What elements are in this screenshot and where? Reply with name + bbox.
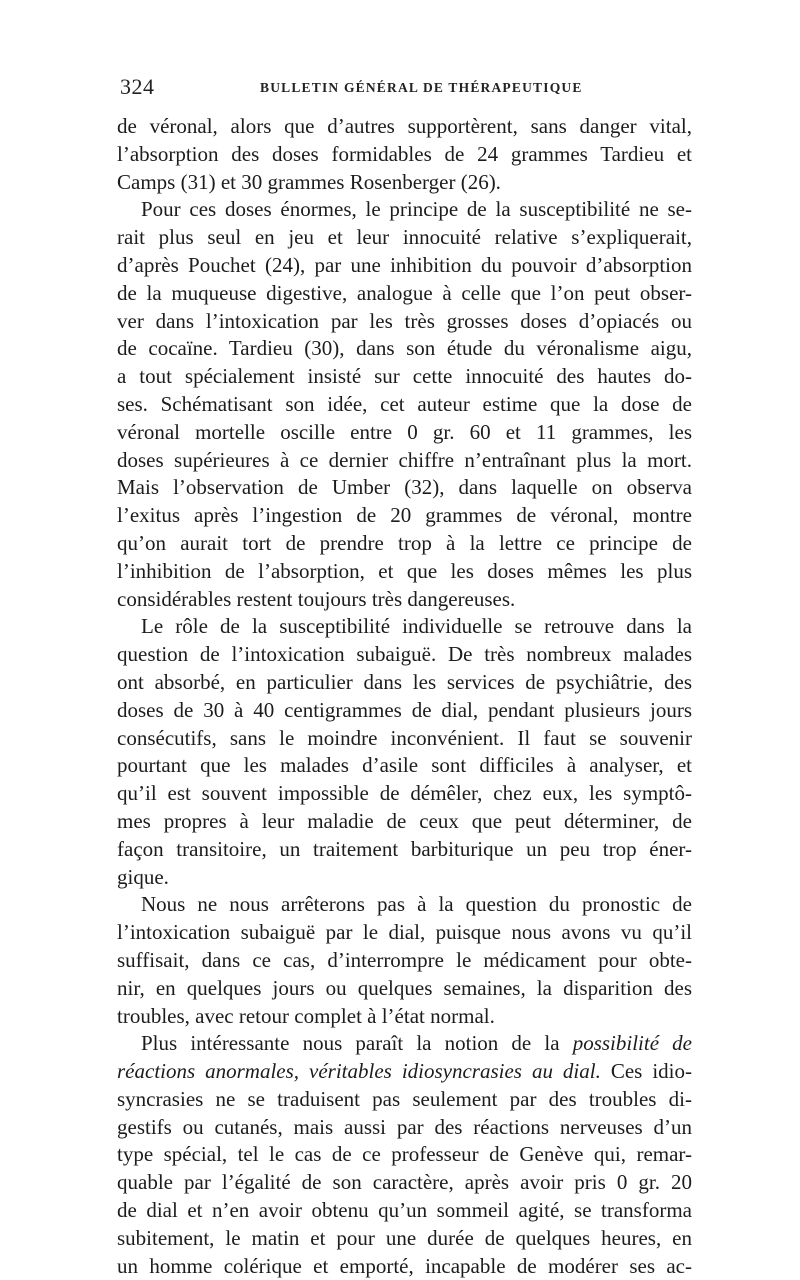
text-line: nir, en quelques jours ou quelques semaines, la disparition des <box>117 975 692 1000</box>
text-line: syncrasies ne se traduisent pas seulement par des troubles di- <box>117 1086 692 1111</box>
text-line: l’absorption des doses formidables de 24 grammes Tardieu et <box>117 141 692 166</box>
text-line: façon transitoire, un traitement barbiturique un peu trop éner- <box>117 836 692 861</box>
text-segment: Ces idio- <box>610 1059 692 1084</box>
text-line: considérables restent toujours très dangereuses. <box>117 586 516 611</box>
text-line: véronal mortelle oscille entre 0 gr. 60 et 11 grammes, les <box>117 419 692 444</box>
text-line: ont absorbé, en particulier dans les services de psychiâtrie, des <box>117 669 692 694</box>
text-line: Camps (31) et 30 grammes Rosenberger (26). <box>117 169 501 194</box>
text-line: de véronal, alors que d’autres supportèrent, sans danger vital, <box>117 114 692 138</box>
text-line: mes propres à leur maladie de ceux que peut déterminer, de <box>117 808 692 833</box>
text-line: rait plus seul en jeu et leur innocuité relative s’expliquerait, <box>117 225 692 250</box>
page-number: 324 <box>120 74 155 99</box>
text-line: subitement, le matin et pour une durée de quelques heures, en <box>117 1225 692 1250</box>
italic-phrase: possibilité de <box>572 1031 692 1056</box>
paragraph-start-line: Le rôle de la susceptibilité individuelle se retrouve dans la <box>141 614 692 639</box>
text-line: ver dans l’intoxication par les très grosses doses d’opiacés ou <box>117 308 692 333</box>
text-line: de cocaïne. Tardieu (30), dans son étude du véronalisme aigu, <box>117 336 692 361</box>
text-line: type spécial, tel le cas de ce professeur de Genève qui, remar- <box>117 1142 692 1167</box>
text-line: ses. Schématisant son idée, cet auteur estime que la dose de <box>117 391 692 416</box>
text-line: suffisait, dans ce cas, d’interrompre le médicament pour obte- <box>117 947 692 972</box>
text-line: l’exitus après l’ingestion de 20 grammes de véronal, montre <box>117 503 692 528</box>
text-line: de dial et n’en avoir obtenu qu’un sommeil agité, se transforma <box>117 1198 692 1223</box>
text-line: un homme colérique et emporté, incapable de modérer ses ac- <box>117 1253 692 1278</box>
text-line: l’inhibition de l’absorption, et que les doses mêmes les plus <box>117 558 692 583</box>
paragraph-start-line <box>117 1030 692 1058</box>
text-line: Mais l’observation de Umber (32), dans laquelle on observa <box>117 475 692 500</box>
text-line: pourtant que les malades d’asile sont difficiles à analyser, et <box>117 753 692 778</box>
text-line: consécutifs, sans le moindre inconvénient. Il faut se souvenir <box>117 725 692 750</box>
body-text <box>117 113 692 1280</box>
text-line: qu’il est souvent impossible de démêler, chez eux, les symptô- <box>117 781 692 806</box>
text-line: doses supérieures à ce dernier chiffre n’entraînant plus la mort. <box>117 447 692 472</box>
text-line <box>117 1058 692 1086</box>
text-line: de la muqueuse digestive, analogue à celle que l’on peut obser- <box>117 280 692 305</box>
text-line: question de l’intoxication subaiguë. De très nombreux malades <box>117 642 692 667</box>
text-line: doses de 30 à 40 centigrammes de dial, pendant plusieurs jours <box>117 697 692 722</box>
paragraph-start-line: Pour ces doses énormes, le principe de la susceptibilité ne se- <box>141 197 692 222</box>
text-line: quable par l’égalité de son caractère, après avoir pris 0 gr. 20 <box>117 1170 692 1195</box>
text-line: gestifs ou cutanés, mais aussi par des réactions nerveuses d’un <box>117 1114 692 1139</box>
text-line: a tout spécialement insisté sur cette innocuité des hautes do- <box>117 364 692 389</box>
text-segment: Plus intéressante nous paraît la notion de la <box>141 1031 560 1056</box>
text-line: d’après Pouchet (24), par une inhibition du pouvoir d’absorption <box>117 252 692 277</box>
journal-title: BULLETIN GÉNÉRAL DE THÉRAPEUTIQUE <box>260 80 583 95</box>
paragraph-start-line: Nous ne nous arrêterons pas à la question du pronostic de <box>141 892 692 917</box>
text-line: troubles, avec retour complet à l’état normal. <box>117 1003 495 1028</box>
text-line: l’intoxication subaiguë par le dial, puisque nous avons vu qu’il <box>117 920 692 945</box>
text-line: qu’on aurait tort de prendre trop à la lettre ce principe de <box>117 530 692 555</box>
running-head <box>120 74 690 102</box>
text-line: gique. <box>117 864 169 889</box>
italic-phrase: réactions anormales, véritables idiosyncrasies au dial. <box>117 1059 601 1084</box>
